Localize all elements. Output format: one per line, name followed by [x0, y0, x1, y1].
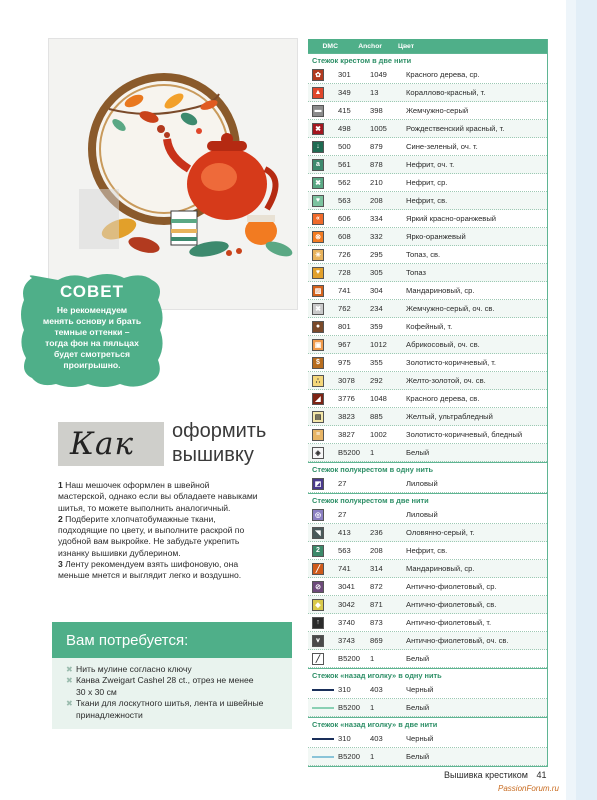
dmc-code: 741	[338, 286, 351, 295]
symbol-icon: ⊗	[312, 231, 324, 243]
color-name: Лиловый	[406, 510, 438, 519]
line-swatch-icon	[312, 707, 334, 709]
dmc-code: 310	[338, 734, 351, 743]
dmc-code: 3078	[338, 376, 355, 385]
stitch-section-title: Стежок «назад иголку» в одну нить	[308, 668, 547, 681]
stitch-section-title: Стежок полукрестом в одну нить	[308, 462, 547, 475]
thread-row	[308, 102, 547, 120]
symbol-icon: ◎	[312, 509, 324, 521]
materials-list	[52, 658, 292, 729]
dmc-code: B5200	[338, 654, 360, 663]
side-tab-decoration	[560, 0, 597, 800]
instruction-text: Наш мешочек оформлен в швейной	[65, 480, 210, 490]
materials-panel	[52, 622, 292, 732]
symbol-icon: ♥	[312, 267, 324, 279]
thread-row	[308, 542, 547, 560]
dmc-code: 3740	[338, 618, 355, 627]
stitch-section-rows	[308, 730, 547, 766]
instruction-number: 1	[58, 480, 63, 490]
dmc-code: 975	[338, 358, 351, 367]
symbol-icon: 2	[312, 545, 324, 557]
stitch-section-title: Стежок полукрестом в две нити	[308, 493, 547, 506]
thread-row	[308, 614, 547, 632]
thread-row	[308, 156, 547, 174]
symbol-icon: ╱	[312, 563, 324, 575]
dmc-code: 3042	[338, 600, 355, 609]
tip-text-line: темные оттенки –	[54, 327, 130, 337]
thread-row	[308, 650, 547, 668]
dmc-code: 310	[338, 685, 351, 694]
thread-row	[308, 120, 547, 138]
anchor-code: 292	[370, 376, 383, 385]
dmc-code: 27	[338, 479, 347, 488]
color-name: Ярко-оранжевый	[406, 232, 466, 241]
symbol-icon: ✖	[312, 303, 324, 315]
color-name: Жемчужно-серый	[406, 106, 469, 115]
dmc-code: 301	[338, 70, 351, 79]
thread-row	[308, 390, 547, 408]
symbol-icon: ▤	[312, 411, 324, 423]
thread-row	[308, 138, 547, 156]
cross-bullet-icon	[66, 710, 76, 721]
color-name: Нефрит, оч. т.	[406, 160, 455, 169]
instruction-text: подходящие по цвету, и выполните раскрой по	[58, 525, 245, 536]
anchor-code: 403	[370, 685, 383, 694]
material-item	[66, 664, 284, 675]
color-name: Топаз, св.	[406, 250, 441, 259]
anchor-code: 1	[370, 752, 375, 761]
dmc-code: 606	[338, 214, 351, 223]
symbol-icon: ▨	[312, 285, 324, 297]
color-name: Нефрит, св.	[406, 546, 448, 555]
color-name: Антично-фиолетовый, т.	[406, 618, 492, 627]
material-text: Ткани для лоскутного шитья, лента и швейные	[76, 698, 264, 709]
anchor-code: 305	[370, 268, 383, 277]
symbol-icon: ✿	[312, 69, 324, 81]
color-name: Нефрит, ср.	[406, 178, 448, 187]
color-name: Кофейный, т.	[406, 322, 453, 331]
dmc-code: 741	[338, 564, 351, 573]
dmc-code: 563	[338, 546, 351, 555]
symbol-icon: ↓	[312, 141, 324, 153]
color-name: Белый	[406, 703, 430, 712]
anchor-code: 304	[370, 286, 383, 295]
symbol-icon: ◢	[312, 393, 324, 405]
tip-text-line: проигрышно.	[63, 360, 121, 370]
symbol-icon: ●	[312, 321, 324, 333]
anchor-code: 1	[370, 448, 375, 457]
thread-row	[308, 524, 547, 542]
heading-kak: Как	[70, 426, 134, 462]
dmc-code: 762	[338, 304, 351, 313]
color-name: Мандариновый, ср.	[406, 286, 475, 295]
color-name: Белый	[406, 752, 430, 761]
backstitch-row	[308, 748, 547, 766]
line-swatch-icon	[312, 738, 334, 740]
symbol-icon: «	[312, 213, 324, 225]
symbol-icon: ∴	[312, 375, 324, 387]
tip-text-line: будет смотреться	[54, 349, 130, 359]
instruction-line	[58, 480, 290, 491]
thread-row	[308, 560, 547, 578]
dmc-code: 3776	[338, 394, 355, 403]
color-name: Красного дерева, ср.	[406, 70, 480, 79]
instruction-line	[58, 503, 290, 514]
dmc-code: 415	[338, 106, 351, 115]
thread-row	[308, 66, 547, 84]
color-name: Антично-фиолетовый, св.	[406, 600, 497, 609]
stitch-section-title: Стежок крестом в две нити	[308, 53, 547, 66]
thread-row	[308, 318, 547, 336]
instruction-line	[58, 536, 290, 547]
thread-row	[308, 444, 547, 462]
thread-row	[308, 372, 547, 390]
dmc-code: 3823	[338, 412, 355, 421]
anchor-code: 403	[370, 734, 383, 743]
instruction-text: удобной вам выкройке. Не забудьте укрепить	[58, 536, 240, 547]
dmc-code: 967	[338, 340, 351, 349]
anchor-code: 355	[370, 358, 383, 367]
thread-row	[308, 632, 547, 650]
color-name: Желто-золотой, оч. св.	[406, 376, 486, 385]
symbol-icon: ▲	[312, 87, 324, 99]
anchor-code: 295	[370, 250, 383, 259]
thread-row	[308, 210, 547, 228]
instruction-number: 2	[58, 513, 63, 524]
anchor-code: 1	[370, 703, 375, 712]
anchor-code: 1002	[370, 430, 387, 439]
thread-row	[308, 174, 547, 192]
tip-text-line: Не рекомендуем	[56, 305, 128, 315]
thread-row	[308, 426, 547, 444]
color-name: Черный	[406, 734, 434, 743]
anchor-code: 873	[370, 618, 383, 627]
heading-line-1: оформить	[172, 420, 267, 442]
anchor-code: 398	[370, 106, 383, 115]
instruction-text: изнанку вышивки дублерином.	[58, 547, 181, 558]
backstitch-row	[308, 730, 547, 748]
thread-key-table	[308, 39, 548, 767]
heading-label-box	[58, 422, 164, 466]
anchor-code: 314	[370, 564, 383, 573]
thread-row	[308, 475, 547, 493]
thread-row	[308, 336, 547, 354]
dmc-code: 3827	[338, 430, 355, 439]
symbol-icon: ⊘	[312, 581, 324, 593]
symbol-icon: ◥	[312, 527, 324, 539]
anchor-code: 210	[370, 178, 383, 187]
instruction-number: 3	[58, 559, 63, 570]
key-table-body	[308, 53, 547, 766]
thread-row	[308, 264, 547, 282]
dmc-code: 563	[338, 196, 351, 205]
anchor-code: 871	[370, 600, 383, 609]
color-name: Мандариновый, ср.	[406, 564, 475, 573]
instruction-text: мастерской, однако если вы обладаете навыками	[58, 491, 258, 502]
symbol-icon: $	[312, 357, 324, 369]
color-name: Кораллово-красный, т.	[406, 88, 486, 97]
material-text: принадлежности	[76, 709, 143, 720]
symbol-icon: ↑	[312, 617, 324, 629]
stitch-section-title: Стежок «назад иголку» в две нити	[308, 717, 547, 730]
heading-line-2: вышивку	[172, 444, 254, 466]
thread-row	[308, 300, 547, 318]
color-name: Оловянно-серый, т.	[406, 528, 475, 537]
dmc-code: B5200	[338, 703, 360, 712]
dmc-code: 413	[338, 528, 351, 537]
cross-bullet-icon: ✖	[66, 676, 73, 686]
symbol-icon: ⩛	[312, 635, 324, 647]
material-item	[66, 698, 284, 709]
instruction-text: Ленту рекомендуем взять шифоновую, она	[65, 559, 239, 570]
stitch-section-rows	[308, 66, 547, 462]
anchor-code: 332	[370, 232, 383, 241]
cross-bullet-icon: ✖	[66, 699, 73, 709]
instructions	[58, 480, 290, 582]
instruction-line	[58, 559, 290, 570]
anchor-code: 1048	[370, 394, 387, 403]
symbol-icon: ♥	[312, 195, 324, 207]
dmc-code: 3041	[338, 582, 355, 591]
anchor-code: 878	[370, 160, 383, 169]
dmc-code: 801	[338, 322, 351, 331]
anchor-code: 13	[370, 88, 379, 97]
anchor-code: 885	[370, 412, 383, 421]
thread-row	[308, 246, 547, 264]
dmc-code: 608	[338, 232, 351, 241]
dmc-code: 728	[338, 268, 351, 277]
material-text: Нить мулине согласно ключу	[76, 664, 192, 674]
symbol-icon: ╱	[312, 653, 324, 665]
thread-row	[308, 578, 547, 596]
symbol-icon: ▣	[312, 339, 324, 351]
dmc-code: B5200	[338, 752, 360, 761]
thread-row	[308, 228, 547, 246]
color-name: Антично-фиолетовый, оч. св.	[406, 636, 509, 645]
dmc-code: 3743	[338, 636, 355, 645]
stitch-section-rows	[308, 681, 547, 717]
header-anchor: Anchor	[358, 42, 382, 50]
anchor-code: 334	[370, 214, 383, 223]
section-heading	[58, 418, 298, 474]
dmc-code: 726	[338, 250, 351, 259]
anchor-code: 872	[370, 582, 383, 591]
anchor-code: 1005	[370, 124, 387, 133]
symbol-icon: ◩	[312, 478, 324, 490]
backstitch-row	[308, 699, 547, 717]
backstitch-row	[308, 681, 547, 699]
color-name: Яркий красно-оранжевый	[406, 214, 497, 223]
color-name: Белый	[406, 654, 430, 663]
color-name: Нефрит, св.	[406, 196, 448, 205]
magazine-title: Вышивка крестиком	[444, 770, 528, 780]
stitch-section-rows	[308, 506, 547, 668]
anchor-code: 208	[370, 546, 383, 555]
thread-row	[308, 506, 547, 524]
thread-row	[308, 408, 547, 426]
watermark-text: PassionForum.ru	[498, 784, 559, 793]
symbol-icon: ≡	[312, 429, 324, 441]
color-name: Золотисто-коричневый, т.	[406, 358, 497, 367]
embroidery-photo	[48, 38, 298, 310]
material-item	[66, 710, 284, 721]
anchor-code: 1049	[370, 70, 387, 79]
dmc-code: 27	[338, 510, 347, 519]
symbol-icon: ▬	[312, 105, 324, 117]
header-color: Цвет	[398, 42, 415, 50]
cross-bullet-icon: ✖	[66, 665, 73, 674]
material-text: 30 х 30 см	[76, 686, 117, 697]
color-name: Рождественский красный, т.	[406, 124, 505, 133]
material-item	[66, 687, 284, 698]
anchor-code: 869	[370, 636, 383, 645]
dmc-code: 349	[338, 88, 351, 97]
line-swatch-icon	[312, 689, 334, 691]
color-name: Желтый, ультрабледный	[406, 412, 493, 421]
key-table-header	[308, 39, 547, 53]
symbol-icon: ◈	[312, 447, 324, 459]
color-name: Сине-зеленый, оч. т.	[406, 142, 478, 151]
thread-row	[308, 84, 547, 102]
anchor-code: 1	[370, 654, 375, 663]
instruction-text: Подберите хлопчатобумажные ткани,	[65, 513, 216, 524]
symbol-icon: ✖	[312, 123, 324, 135]
anchor-code: 236	[370, 528, 383, 537]
instruction-line	[58, 548, 290, 559]
instruction-line	[58, 570, 290, 581]
instruction-line	[58, 514, 290, 525]
page-number: 41	[536, 770, 547, 780]
instruction-text: меньше мнется и выглядит легко и воздушно.	[58, 570, 242, 581]
instruction-text: шитья, то можете выполнить аналогичный.	[58, 502, 231, 513]
color-name: Белый	[406, 448, 430, 457]
symbol-icon: ◆	[312, 599, 324, 611]
instruction-line	[58, 491, 290, 502]
materials-title: Вам потребуется:	[52, 622, 292, 658]
tip-text-line: менять основу и брать	[42, 316, 142, 326]
instruction-line	[58, 525, 290, 536]
symbol-icon: a	[312, 159, 324, 171]
color-name: Топаз	[406, 268, 426, 277]
color-name: Лиловый	[406, 479, 438, 488]
material-item	[66, 675, 284, 686]
color-name: Золотисто-коричневый, бледный	[406, 430, 523, 439]
symbol-icon: ✖	[312, 177, 324, 189]
tip-badge	[18, 272, 166, 390]
dmc-code: B5200	[338, 448, 360, 457]
material-text: Канва Zweigart Cashel 28 ct., отрез не менее	[76, 675, 254, 686]
symbol-icon: ✳	[312, 249, 324, 261]
stitch-section-rows	[308, 475, 547, 493]
page-footer	[444, 770, 547, 780]
color-name: Красного дерева, св.	[406, 394, 480, 403]
dmc-code: 498	[338, 124, 351, 133]
color-name: Абрикосовый, оч. св.	[406, 340, 480, 349]
line-swatch-icon	[312, 756, 334, 758]
header-dmc: DMC	[322, 42, 338, 50]
thread-row	[308, 192, 547, 210]
anchor-code: 879	[370, 142, 383, 151]
tip-text-line: тогда фон на пяльцах	[45, 338, 139, 348]
color-name: Жемчужно-серый, оч. св.	[406, 304, 495, 313]
thread-row	[308, 596, 547, 614]
anchor-code: 1012	[370, 340, 387, 349]
cross-bullet-icon	[66, 687, 76, 698]
anchor-code: 359	[370, 322, 383, 331]
thread-row	[308, 354, 547, 372]
tip-title: СОВЕТ	[59, 282, 125, 301]
anchor-code: 208	[370, 196, 383, 205]
color-name: Черный	[406, 685, 434, 694]
thread-row	[308, 282, 547, 300]
color-name: Антично-фиолетовый, ср.	[406, 582, 497, 591]
dmc-code: 561	[338, 160, 351, 169]
dmc-code: 562	[338, 178, 351, 187]
dmc-code: 500	[338, 142, 351, 151]
anchor-code: 234	[370, 304, 383, 313]
